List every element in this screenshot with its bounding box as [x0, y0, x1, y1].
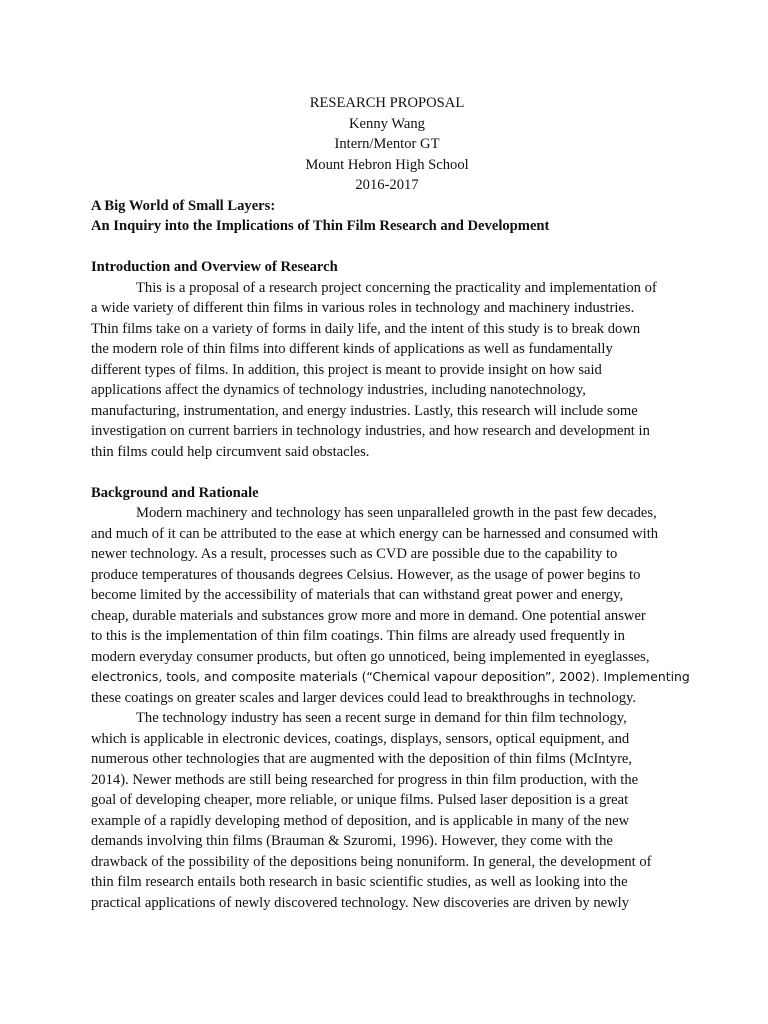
text-line: Thin films take on a variety of forms in daily life, and the intent of this study is to break down [91, 320, 641, 337]
text-line: demands involving thin films (Brauman & Szuromi, 1996). However, they come with the [91, 833, 613, 849]
text-line: the modern role of thin films into different kinds of applications as well as fundamentally [91, 341, 613, 357]
text-line: cheap, durable materials and substances grow more and more in demand. One potential answer [91, 607, 646, 624]
text-line: This is a proposal of a research project concerning the practicality and implementation of [136, 279, 657, 296]
text-line: drawback of the possibility of the depositions being nonuniform. In general, the development of [91, 853, 652, 870]
text-line: to this is the implementation of thin film coatings. Thin films are already used frequently in [91, 628, 625, 644]
text-line: Modern machinery and technology has seen unparalleled growth in the past few decades, [136, 505, 657, 521]
text-line: investigation on current barriers in technology industries, and how research and development in [91, 423, 650, 439]
text-line: practical applications of newly discovered technology. New discoveries are driven by newly [91, 894, 630, 911]
text-line: newer technology. As a result, processes such as CVD are possible due to the capability to [91, 546, 618, 562]
background-paragraph-1 [91, 503, 690, 708]
text-line: manufacturing, instrumentation, and energy industries. Lastly, this research will include some [91, 402, 638, 419]
intro-heading: Introduction and Overview of Research [91, 259, 338, 275]
text-line: The technology industry has seen a recent surge in demand for thin film technology, [136, 710, 627, 726]
text-line: modern everyday consumer products, but often go unnoticed, being implemented in eyeglasses, [91, 648, 650, 665]
text-line: become limited by the accessibility of materials that can withstand great power and energy, [91, 587, 624, 603]
school-name: Mount Hebron High School [305, 156, 469, 173]
spacer [91, 462, 683, 483]
text-line: which is applicable in electronic devices, coatings, displays, sensors, optical equipment, and [91, 730, 630, 747]
text-line: produce temperatures of thousands degrees Celsius. However, as the usage of power begins to [91, 566, 641, 583]
text-line: goal of developing cheaper, more reliable, or unique films. Pulsed laser deposition is a great [91, 792, 629, 808]
text-line: these coatings on greater scales and larger devices could lead to breakthroughs in technology. [91, 689, 637, 706]
paper-title-block [91, 196, 683, 237]
text-line: example of a rapidly developing method of deposition, and is applicable in many of the new [91, 812, 630, 829]
text-line: numerous other technologies that are augmented with the deposition of thin films (McIntyre, [91, 751, 633, 767]
school-year: 2016-2017 [355, 177, 419, 193]
document-page [91, 93, 690, 913]
text-line: thin films could help circumvent said obstacles. [91, 443, 370, 460]
paper-title-line2: An Inquiry into the Implications of Thin Film Research and Development [91, 218, 550, 234]
text-line: and much of it can be attributed to the ease at which energy can be harnessed and consumed with [91, 525, 659, 542]
spacer [91, 237, 683, 258]
text-line: thin film research entails both research in basic scientific studies, as well as looking into the [91, 874, 628, 890]
background-paragraph-2 [91, 708, 683, 913]
author-name: Kenny Wang [349, 115, 425, 132]
header-block [91, 93, 683, 196]
paper-title-line1: A Big World of Small Layers: [91, 197, 276, 214]
background-heading: Background and Rationale [91, 484, 259, 501]
program-name: Intern/Mentor GT [334, 136, 440, 152]
intro-paragraph [91, 278, 683, 463]
document-title: RESEARCH PROPOSAL [309, 95, 465, 111]
text-line: a wide variety of different thin films in various roles in technology and machinery industries. [91, 300, 635, 316]
text-line: 2014). Newer methods are still being researched for progress in thin film production, with the [91, 771, 639, 788]
text-line: applications affect the dynamics of technology industries, including nanotechnology, [91, 382, 586, 398]
text-line: different types of films. In addition, this project is meant to provide insight on how said [91, 361, 602, 378]
text-line-sans: electronics, tools, and composite materials (“Chemical vapour deposition”, 2002). Implementing [91, 669, 690, 684]
